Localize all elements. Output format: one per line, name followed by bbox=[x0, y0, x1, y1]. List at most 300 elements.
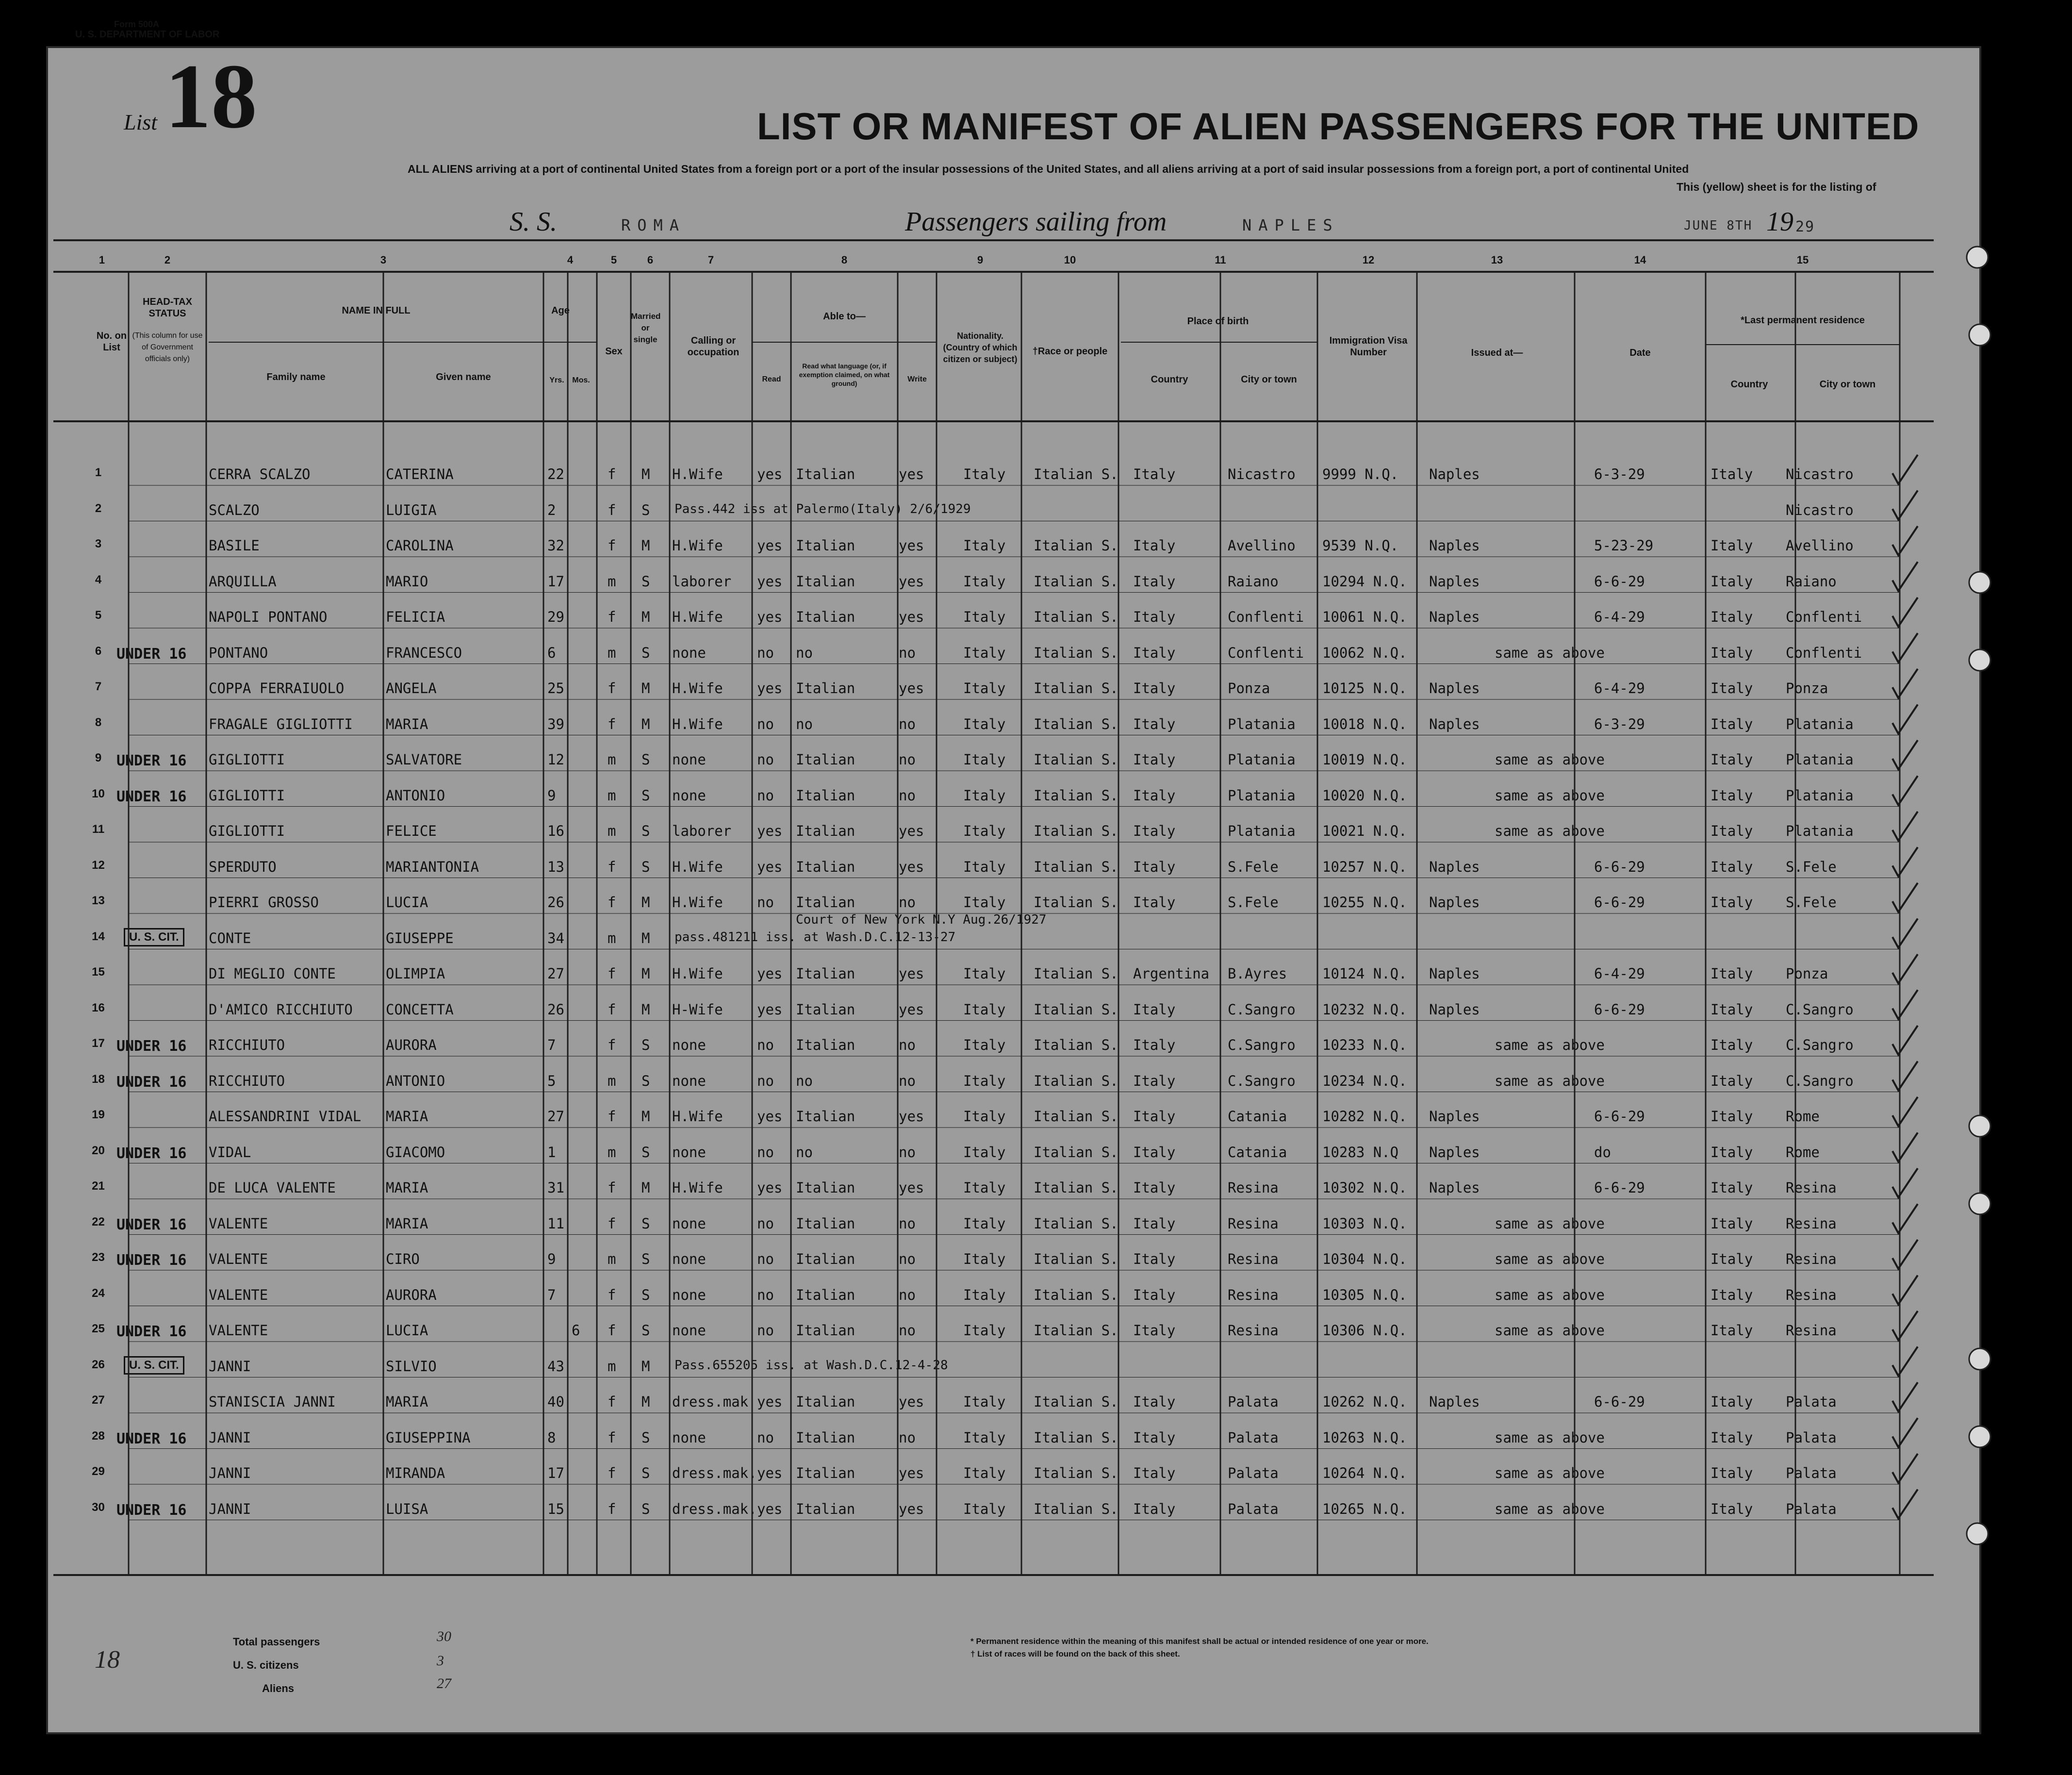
checkmark-icon bbox=[1892, 990, 1918, 1019]
cell-race: Italian S. bbox=[1034, 466, 1118, 482]
us-citizens-value: 3 bbox=[437, 1653, 444, 1669]
cell-bcountry: Italy bbox=[1133, 1251, 1176, 1267]
cell-race: Italian S. bbox=[1034, 715, 1118, 732]
cell-occ: none bbox=[672, 644, 706, 661]
row-number: 5 bbox=[95, 609, 102, 622]
footnote-races: † List of races will be found on the back of this sheet. bbox=[970, 1649, 1180, 1659]
cell-ms: S bbox=[641, 1072, 650, 1089]
cell-rcountry: Italy bbox=[1710, 609, 1753, 625]
cell-sex: f bbox=[608, 894, 616, 911]
column-number-6: 6 bbox=[647, 254, 654, 266]
us-citizen-stamp: U. S. CIT. bbox=[124, 1356, 184, 1375]
checkmark-icon bbox=[1892, 1276, 1918, 1305]
cell-rcity: Palata bbox=[1786, 1429, 1837, 1446]
cell-rcity: Conflenti bbox=[1786, 609, 1862, 625]
cell-issued: Naples bbox=[1429, 715, 1480, 732]
row-number: 20 bbox=[92, 1144, 105, 1157]
cell-age: 7 bbox=[547, 1286, 556, 1303]
cell-occ: H-Wife bbox=[672, 1001, 723, 1018]
cell-bcity: Resina bbox=[1228, 1215, 1279, 1232]
cell-occ: H.Wife bbox=[672, 537, 723, 554]
cell-given: CONCETTA bbox=[386, 1001, 454, 1018]
checkmark-icon bbox=[1892, 491, 1918, 520]
cell-sex: m bbox=[608, 1358, 616, 1375]
cell-given: ANTONIO bbox=[386, 1072, 445, 1089]
cell-fam: RICCHIUTO bbox=[209, 1037, 285, 1053]
row-number: 10 bbox=[92, 787, 105, 800]
cell-ms: S bbox=[641, 1251, 650, 1267]
under-16-mark: UNDER 16 bbox=[116, 1323, 187, 1340]
cell-ms: M bbox=[641, 1179, 650, 1196]
cell-rcountry: Italy bbox=[1710, 1072, 1753, 1089]
cell-given: ANTONIO bbox=[386, 787, 445, 804]
cell-given: LUIGIA bbox=[386, 501, 437, 518]
cell-visa: 10062 N.Q. bbox=[1322, 644, 1407, 661]
cell-nat: Italy bbox=[963, 537, 1006, 554]
cell-ms: S bbox=[641, 1465, 650, 1481]
checkmark-icon bbox=[1892, 1240, 1918, 1269]
cell-issued: Naples bbox=[1429, 609, 1480, 625]
cell-bcity: Platania bbox=[1228, 751, 1296, 768]
cell-issued: same as above bbox=[1495, 823, 1605, 839]
cell-lang: Italian bbox=[796, 1179, 855, 1196]
column-number-13: 13 bbox=[1491, 254, 1503, 266]
cell-lang: Italian bbox=[796, 1322, 855, 1339]
cell-issued: same as above bbox=[1495, 644, 1605, 661]
cell-visa: 10282 N.Q. bbox=[1322, 1108, 1407, 1125]
cell-age: 31 bbox=[547, 1179, 564, 1196]
cell-age: 27 bbox=[547, 965, 564, 982]
cell-issued: Naples bbox=[1429, 1393, 1480, 1410]
cell-age: 17 bbox=[547, 573, 564, 590]
binder-hole-icon bbox=[1969, 1348, 1990, 1370]
cell-write: no bbox=[899, 1429, 916, 1446]
header-married: Married or single bbox=[631, 312, 661, 344]
notice-line-1: ALL ALIENS arriving at a port of continental United States from a foreign port or a port of the insular possessions of the United States, and all aliens arriving at a port of said insular possessions from a foreign port, a port of continental United bbox=[408, 163, 1689, 175]
cell-rcity: Raiano bbox=[1786, 573, 1837, 590]
cell-ms: S bbox=[641, 501, 650, 518]
checkmark-icon bbox=[1892, 847, 1918, 877]
column-number-1: 1 bbox=[99, 254, 105, 266]
cell-fam: STANISCIA JANNI bbox=[209, 1393, 336, 1410]
cell-issued: same as above bbox=[1495, 1465, 1605, 1481]
cell-rcity: Ponza bbox=[1786, 965, 1828, 982]
cell-write: no bbox=[899, 1251, 916, 1267]
cell-lang: Italian bbox=[796, 1429, 855, 1446]
cell-visa: 10294 N.Q. bbox=[1322, 573, 1407, 590]
under-16-mark: UNDER 16 bbox=[116, 752, 187, 769]
cell-fam: SPERDUTO bbox=[209, 858, 277, 875]
cell-rcountry: Italy bbox=[1710, 1179, 1753, 1196]
cell-bcountry: Italy bbox=[1133, 609, 1176, 625]
column-number-14: 14 bbox=[1634, 254, 1646, 266]
under-16-mark: UNDER 16 bbox=[116, 1501, 187, 1519]
cell-read: no bbox=[757, 1322, 774, 1339]
cell-sex: m bbox=[608, 1072, 616, 1089]
cell-lang: Italian bbox=[796, 1465, 855, 1481]
cell-date: 6-4-29 bbox=[1594, 609, 1645, 625]
binder-hole-icon bbox=[1969, 1115, 1990, 1137]
cell-rcity: Palata bbox=[1786, 1465, 1837, 1481]
cell-read: yes bbox=[757, 573, 783, 590]
header-place-of-birth: Place of birth bbox=[1187, 316, 1249, 327]
cell-visa: 10020 N.Q. bbox=[1322, 787, 1407, 804]
cell-ms: M bbox=[641, 609, 650, 625]
header-birth-city: City or town bbox=[1241, 374, 1297, 385]
cell-rcity: Palata bbox=[1786, 1393, 1837, 1410]
cell-sex: f bbox=[608, 965, 616, 982]
cell-occ: H.Wife bbox=[672, 1108, 723, 1125]
cell-bcountry: Italy bbox=[1133, 1144, 1176, 1161]
header-last-residence: *Last permanent residence bbox=[1741, 315, 1865, 326]
cell-bcountry: Italy bbox=[1133, 715, 1176, 732]
cell-rcountry: Italy bbox=[1710, 787, 1753, 804]
cell-fam: JANNI bbox=[209, 1429, 251, 1446]
cell-age: 39 bbox=[547, 715, 564, 732]
form-number: Form 500A bbox=[114, 19, 160, 29]
cell-rcountry: Italy bbox=[1710, 1500, 1753, 1517]
row-number: 2 bbox=[95, 501, 102, 515]
cell-given: FRANCESCO bbox=[386, 644, 462, 661]
cell-lang: Italian bbox=[796, 1108, 855, 1125]
cell-fam: GIGLIOTTI bbox=[209, 823, 285, 839]
margin-number: 18 bbox=[95, 1646, 120, 1674]
cell-bcountry: Italy bbox=[1133, 894, 1176, 911]
cell-sex: f bbox=[608, 1215, 616, 1232]
cell-bcity: C.Sangro bbox=[1228, 1001, 1296, 1018]
checkmark-icon bbox=[1892, 1133, 1918, 1162]
cell-lang: Italian bbox=[796, 858, 855, 875]
row-number: 18 bbox=[92, 1072, 105, 1086]
cell-rcountry: Italy bbox=[1710, 1465, 1753, 1481]
cell-sex: f bbox=[608, 1429, 616, 1446]
cell-nat: Italy bbox=[963, 1001, 1006, 1018]
cell-given: FELICIA bbox=[386, 609, 445, 625]
cell-date: 6-4-29 bbox=[1594, 965, 1645, 982]
cell-lang: Italian bbox=[796, 1215, 855, 1232]
row-number: 29 bbox=[92, 1465, 105, 1478]
row-number: 14 bbox=[92, 929, 105, 943]
cell-ms: M bbox=[641, 537, 650, 554]
cell-issued: Naples bbox=[1429, 858, 1480, 875]
cell-race: Italian S. bbox=[1034, 1286, 1118, 1303]
cell-visa: 10061 N.Q. bbox=[1322, 609, 1407, 625]
cell-sex: f bbox=[608, 1286, 616, 1303]
cell-lang: no bbox=[796, 1072, 813, 1089]
under-16-mark: UNDER 16 bbox=[116, 788, 187, 805]
cell-sex: f bbox=[608, 1108, 616, 1125]
cell-rcountry: Italy bbox=[1710, 1001, 1753, 1018]
cell-lang: Italian bbox=[796, 573, 855, 590]
passport-note: Pass.655205 iss. at Wash.D.C.12-4-28 bbox=[674, 1358, 948, 1373]
cell-write: no bbox=[899, 751, 916, 768]
cell-read: no bbox=[757, 1429, 774, 1446]
cell-date: 6-3-29 bbox=[1594, 466, 1645, 482]
checkmark-icon bbox=[1892, 633, 1918, 663]
cell-visa: 10018 N.Q. bbox=[1322, 715, 1407, 732]
header-age: Age bbox=[551, 305, 570, 316]
cell-visa: 10019 N.Q. bbox=[1322, 751, 1407, 768]
header-visa: Immigration Visa Number bbox=[1329, 335, 1408, 358]
cell-read: yes bbox=[757, 680, 783, 697]
cell-visa: 10304 N.Q. bbox=[1322, 1251, 1407, 1267]
cell-read: yes bbox=[757, 1465, 783, 1481]
cell-nat: Italy bbox=[963, 1322, 1006, 1339]
cell-age: 32 bbox=[547, 537, 564, 554]
cell-rcity: Ponza bbox=[1786, 680, 1828, 697]
cell-lang: no bbox=[796, 715, 813, 732]
row-number: 25 bbox=[92, 1322, 105, 1335]
cell-sex: m bbox=[608, 573, 616, 590]
cell-race: Italian S. bbox=[1034, 1429, 1118, 1446]
header-write: Write bbox=[907, 375, 927, 383]
cell-age: 26 bbox=[547, 894, 564, 911]
sailing-label: Passengers sailing from bbox=[905, 207, 1167, 237]
cell-visa: 10234 N.Q. bbox=[1322, 1072, 1407, 1089]
cell-race: Italian S. bbox=[1034, 644, 1118, 661]
cell-nat: Italy bbox=[963, 1465, 1006, 1481]
checkmark-icon bbox=[1892, 1062, 1918, 1091]
cell-occ: none bbox=[672, 1429, 706, 1446]
cell-nat: Italy bbox=[963, 680, 1006, 697]
cell-visa: 10262 N.Q. bbox=[1322, 1393, 1407, 1410]
cell-nat: Italy bbox=[963, 1393, 1006, 1410]
checkmark-icon bbox=[1892, 1418, 1918, 1447]
cell-race: Italian S. bbox=[1034, 787, 1118, 804]
cell-write: yes bbox=[899, 1001, 924, 1018]
header-date: Date bbox=[1629, 348, 1651, 358]
cell-ms: S bbox=[641, 1500, 650, 1517]
cell-race: Italian S. bbox=[1034, 1251, 1118, 1267]
header-able-to: Able to— bbox=[823, 311, 866, 322]
cell-rcity: Resina bbox=[1786, 1251, 1837, 1267]
cell-ms: S bbox=[641, 1286, 650, 1303]
cell-lang: Italian bbox=[796, 466, 855, 482]
cell-given: MARIA bbox=[386, 1179, 428, 1196]
cell-given: LUISA bbox=[386, 1500, 428, 1517]
cell-nat: Italy bbox=[963, 1108, 1006, 1125]
cell-write: no bbox=[899, 1144, 916, 1161]
cell-age: 8 bbox=[547, 1429, 556, 1446]
cell-ms: M bbox=[641, 715, 650, 732]
cell-fam: JANNI bbox=[209, 1500, 251, 1517]
cell-sex: f bbox=[608, 1179, 616, 1196]
cell-ms: M bbox=[641, 466, 650, 482]
cell-bcountry: Italy bbox=[1133, 1072, 1176, 1089]
cell-bcountry: Italy bbox=[1133, 1393, 1176, 1410]
checkmark-icon bbox=[1892, 669, 1918, 698]
cell-nat: Italy bbox=[963, 715, 1006, 732]
cell-date: 5-23-29 bbox=[1594, 537, 1654, 554]
cell-bcity: Resina bbox=[1228, 1179, 1279, 1196]
cell-ms: M bbox=[641, 1108, 650, 1125]
cell-read: yes bbox=[757, 1500, 783, 1517]
cell-fam: BASILE bbox=[209, 537, 260, 554]
header-nationality: Nationality. (Country of which citizen or subject) bbox=[943, 331, 1018, 364]
binder-hole-icon bbox=[1969, 649, 1990, 671]
checkmark-icon bbox=[1892, 597, 1918, 627]
cell-occ: none bbox=[672, 751, 706, 768]
row-number: 3 bbox=[95, 537, 102, 550]
checkmark-icon bbox=[1892, 526, 1918, 555]
checkmark-icon bbox=[1892, 740, 1918, 769]
cell-issued: same as above bbox=[1495, 1072, 1605, 1089]
cell-date: 6-6-29 bbox=[1594, 1108, 1645, 1125]
cell-sex: f bbox=[608, 858, 616, 875]
cell-age: 7 bbox=[547, 1037, 556, 1053]
row-number: 24 bbox=[92, 1286, 105, 1300]
cell-nat: Italy bbox=[963, 1429, 1006, 1446]
cell-rcountry: Italy bbox=[1710, 644, 1753, 661]
cell-nat: Italy bbox=[963, 1500, 1006, 1517]
cell-given: GIUSEPPE bbox=[386, 929, 454, 946]
cell-bcountry: Argentina bbox=[1133, 965, 1210, 982]
cell-issued: same as above bbox=[1495, 1215, 1605, 1232]
cell-nat: Italy bbox=[963, 1251, 1006, 1267]
cell-bcity: Palata bbox=[1228, 1500, 1279, 1517]
cell-issued: same as above bbox=[1495, 1037, 1605, 1053]
cell-age: 11 bbox=[547, 1215, 564, 1232]
cell-given: CIRO bbox=[386, 1251, 420, 1267]
cell-lang: Italian bbox=[796, 537, 855, 554]
cell-sex: f bbox=[608, 1393, 616, 1410]
cell-issued: Naples bbox=[1429, 894, 1480, 911]
cell-bcity: Resina bbox=[1228, 1286, 1279, 1303]
cell-write: yes bbox=[899, 858, 924, 875]
cell-rcity: S.Fele bbox=[1786, 894, 1837, 911]
cell-race: Italian S. bbox=[1034, 965, 1118, 982]
cell-date: 6-6-29 bbox=[1594, 1179, 1645, 1196]
cell-bcity: Palata bbox=[1228, 1465, 1279, 1481]
cell-write: yes bbox=[899, 573, 924, 590]
cell-rcountry: Italy bbox=[1710, 1144, 1753, 1161]
checkmark-icon bbox=[1892, 883, 1918, 912]
cell-rcity: Platania bbox=[1786, 823, 1854, 839]
cell-given: LUCIA bbox=[386, 1322, 428, 1339]
column-number-8: 8 bbox=[841, 254, 848, 266]
cell-race: Italian S. bbox=[1034, 609, 1118, 625]
cell-visa: 10125 N.Q. bbox=[1322, 680, 1407, 697]
row-number: 8 bbox=[95, 715, 102, 729]
cell-read: yes bbox=[757, 858, 783, 875]
cell-nat: Italy bbox=[963, 1072, 1006, 1089]
cell-given: FELICE bbox=[386, 823, 437, 839]
cell-age: 16 bbox=[547, 823, 564, 839]
cell-given: CAROLINA bbox=[386, 537, 454, 554]
cell-rcity: Conflenti bbox=[1786, 644, 1862, 661]
row-number: 28 bbox=[92, 1429, 105, 1443]
cell-read: yes bbox=[757, 823, 783, 839]
header-race: †Race or people bbox=[1032, 346, 1108, 357]
cell-race: Italian S. bbox=[1034, 1108, 1118, 1125]
cell-fam: GIGLIOTTI bbox=[209, 787, 285, 804]
cell-rcountry: Italy bbox=[1710, 537, 1753, 554]
cell-occ: none bbox=[672, 1322, 706, 1339]
cell-ms: M bbox=[641, 894, 650, 911]
header-read-language: Read what language (or, if exemption claimed, on what ground) bbox=[799, 362, 890, 387]
cell-issued: same as above bbox=[1495, 1500, 1605, 1517]
cell-bcountry: Italy bbox=[1133, 1179, 1176, 1196]
passport-note: pass.481211 iss. at Wash.D.C.12-13-27 bbox=[674, 929, 956, 945]
cell-bcountry: Italy bbox=[1133, 1465, 1176, 1481]
cell-race: Italian S. bbox=[1034, 1215, 1118, 1232]
checkmark-icon bbox=[1892, 776, 1918, 805]
cell-write: yes bbox=[899, 1500, 924, 1517]
cell-bcity: C.Sangro bbox=[1228, 1072, 1296, 1089]
cell-age: 9 bbox=[547, 787, 556, 804]
cell-ms: M bbox=[641, 929, 650, 946]
cell-race: Italian S. bbox=[1034, 573, 1118, 590]
row-number: 1 bbox=[95, 466, 102, 479]
cell-read: yes bbox=[757, 1001, 783, 1018]
cell-lang: Italian bbox=[796, 894, 855, 911]
row-number: 7 bbox=[95, 680, 102, 693]
cell-occ: H.Wife bbox=[672, 609, 723, 625]
cell-bcountry: Italy bbox=[1133, 787, 1176, 804]
cell-nat: Italy bbox=[963, 823, 1006, 839]
checkmark-icon bbox=[1892, 1026, 1918, 1055]
cell-sex: f bbox=[608, 1500, 616, 1517]
cell-sex: f bbox=[608, 1001, 616, 1018]
under-16-mark: UNDER 16 bbox=[116, 645, 187, 663]
cell-ms: S bbox=[641, 573, 650, 590]
cell-visa: 10232 N.Q. bbox=[1322, 1001, 1407, 1018]
under-16-mark: UNDER 16 bbox=[116, 1252, 187, 1269]
cell-read: no bbox=[757, 715, 774, 732]
cell-write: yes bbox=[899, 680, 924, 697]
cell-ms: S bbox=[641, 1144, 650, 1161]
cell-issued: same as above bbox=[1495, 787, 1605, 804]
cell-occ: H.Wife bbox=[672, 965, 723, 982]
cell-occ: none bbox=[672, 1037, 706, 1053]
cell-issued: same as above bbox=[1495, 1251, 1605, 1267]
cell-bcountry: Italy bbox=[1133, 751, 1176, 768]
us-citizens-label: U. S. citizens bbox=[233, 1659, 299, 1671]
cell-given: LUCIA bbox=[386, 894, 428, 911]
cell-age: 25 bbox=[547, 680, 564, 697]
row-number: 21 bbox=[92, 1179, 105, 1193]
cell-lang: Italian bbox=[796, 1393, 855, 1410]
cell-given: AURORA bbox=[386, 1037, 437, 1053]
cell-bcity: S.Fele bbox=[1228, 894, 1279, 911]
cell-write: no bbox=[899, 1322, 916, 1339]
cell-age: 15 bbox=[547, 1500, 564, 1517]
row-number: 17 bbox=[92, 1037, 105, 1050]
cell-occ: H.Wife bbox=[672, 715, 723, 732]
row-number: 19 bbox=[92, 1108, 105, 1121]
cell-race: Italian S. bbox=[1034, 894, 1118, 911]
cell-nat: Italy bbox=[963, 751, 1006, 768]
cell-fam: PONTANO bbox=[209, 644, 268, 661]
cell-occ: dress.mak bbox=[672, 1393, 749, 1410]
checkmark-icon bbox=[1892, 1168, 1918, 1197]
binder-hole-icon bbox=[1969, 572, 1990, 593]
cell-fam: SCALZO bbox=[209, 501, 260, 518]
cell-ms: M bbox=[641, 1358, 650, 1375]
list-number: 18 bbox=[165, 46, 257, 148]
cell-bcity: Catania bbox=[1228, 1108, 1287, 1125]
cell-rcountry: Italy bbox=[1710, 894, 1753, 911]
column-number-7: 7 bbox=[707, 254, 714, 266]
cell-fam: VIDAL bbox=[209, 1144, 251, 1161]
cell-race: Italian S. bbox=[1034, 751, 1118, 768]
cell-write: no bbox=[899, 787, 916, 804]
cell-race: Italian S. bbox=[1034, 537, 1118, 554]
cell-issued: same as above bbox=[1495, 1322, 1605, 1339]
cell-lang: Italian bbox=[796, 751, 855, 768]
checkmark-icon bbox=[1892, 1382, 1918, 1411]
cell-rcity: C.Sangro bbox=[1786, 1001, 1854, 1018]
